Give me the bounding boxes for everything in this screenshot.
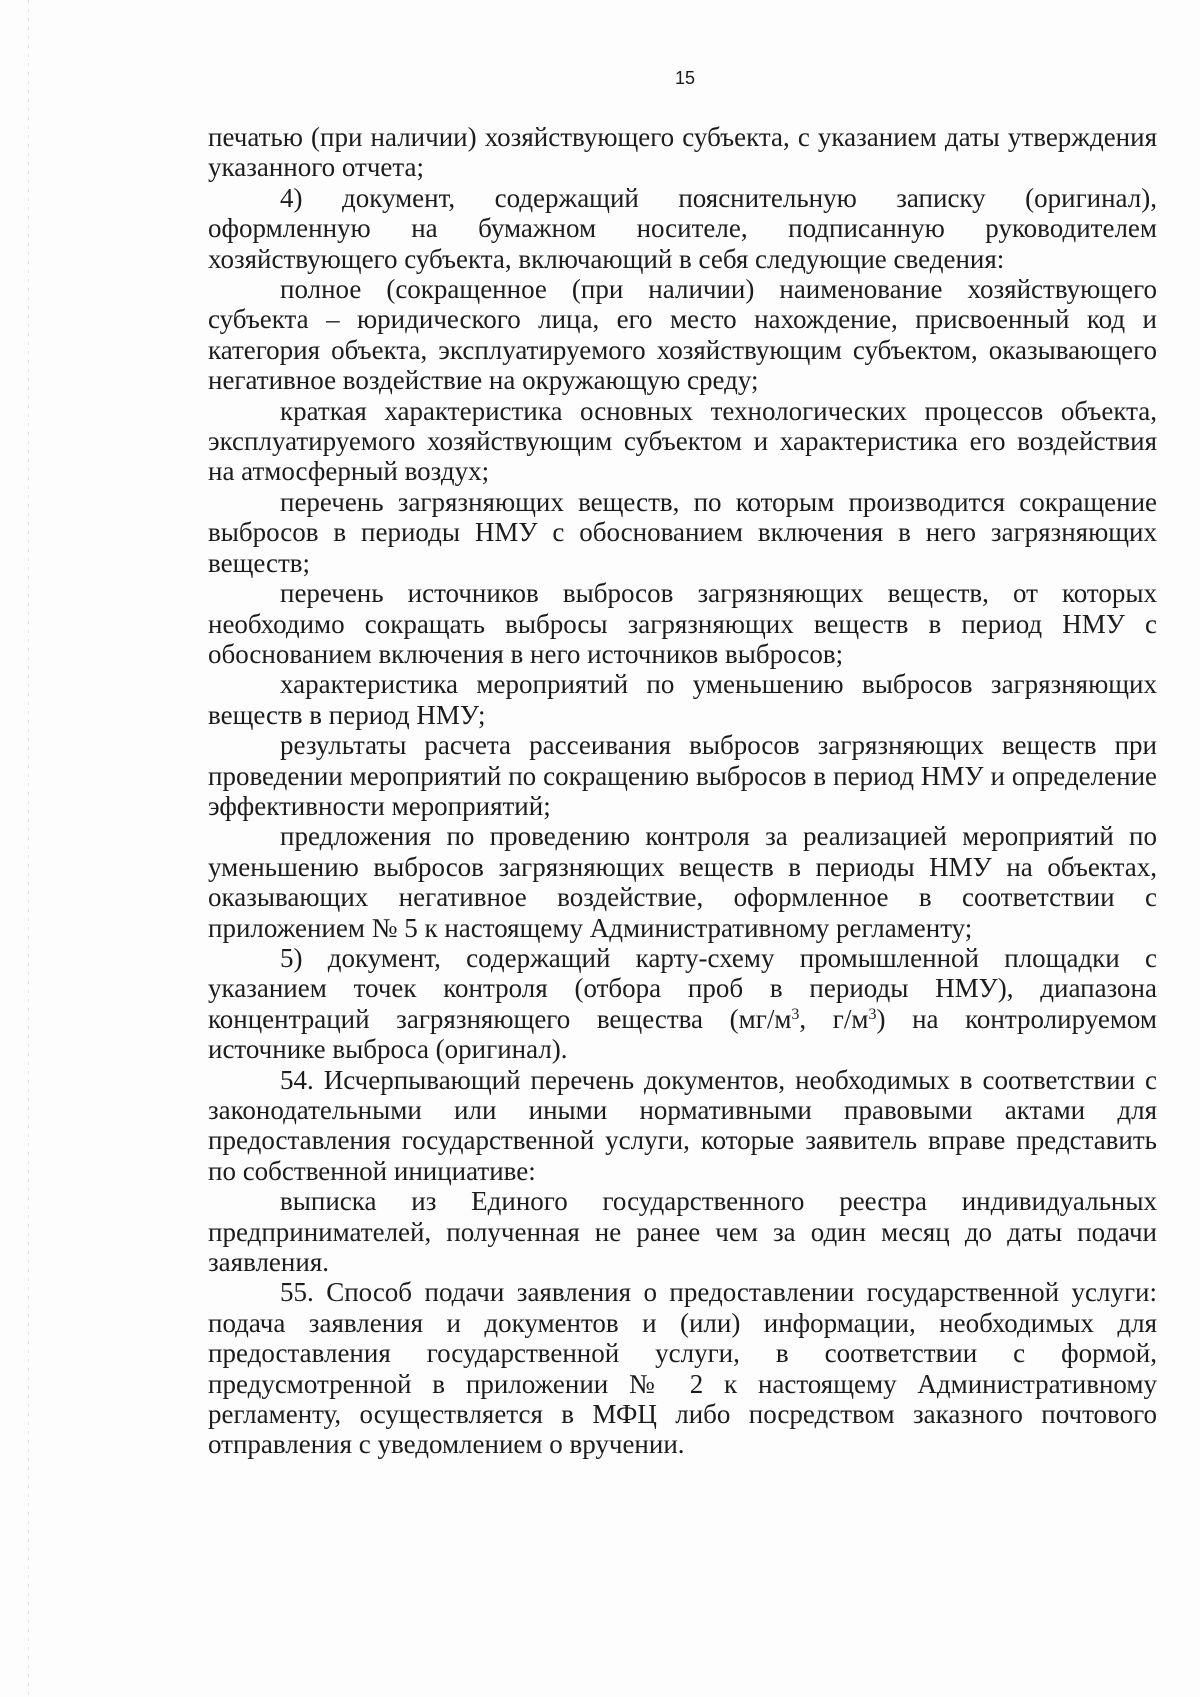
paragraph-sources-list: перечень источников выбросов загрязняющих веществ, от которых необходимо сокращать выбросы загрязняющих веществ в период НМУ с обоснованием включения в него источников выбросов; xyxy=(208,578,1157,669)
paragraph-section-54: 54. Исчерпывающий перечень документов, необходимых в соответствии с законодательными или иными нормативными правовыми актами для предоставления государственной услуги, которые заявитель вправе представить по собственной инициативе: xyxy=(208,1064,1157,1186)
superscript-cubed-1: 3 xyxy=(791,1005,800,1023)
paragraph-item-5 xyxy=(208,943,1157,1065)
paragraph-registry-extract: выписка из Единого государственного реестра индивидуальных предпринимателей, полученная не ранее чем за один месяц до даты подачи заявления. xyxy=(208,1186,1157,1278)
paragraph-section-55: 55. Способ подачи заявления о предоставлении государственной услуги: подача заявления и документов и (или) информации, необходимых для предоставления государственной услуги, в соответствии с формой, предусмотренной в приложении № 2 к настоящему Административному регламенту, осуществляется в МФЦ либо посредством заказного почтового отправления с уведомлением о вручении. xyxy=(208,1277,1157,1460)
paragraph-dispersion-results: результаты расчета рассеивания выбросов загрязняющих веществ при проведении мероприятий по сокращению выбросов в период НМУ и определение эффективности мероприятий; xyxy=(208,730,1157,821)
paragraph-continuation: печатью (при наличии) хозяйствующего субъекта, с указанием даты утверждения указанного отчета; xyxy=(208,122,1157,183)
paragraph-control-proposals: предложения по проведению контроля за реализацией мероприятий по уменьшению выбросов загрязняющих веществ в периоды НМУ на объектах, оказывающих негативное воздействие, оформленное в соответствии с приложением № 5 к настоящему Административному регламенту; xyxy=(208,821,1157,943)
item-5-text-part3: ) на контролируемом источнике выброса (оригинал). xyxy=(208,1003,1157,1065)
paragraph-item-4: 4) документ, содержащий пояснительную записку (оригинал), оформленную на бумажном носителе, подписанную руководителем хозяйствующего субъекта, включающий в себя следующие сведения: xyxy=(208,182,1157,274)
scan-edge-mark xyxy=(28,0,29,1697)
paragraph-entity-name: полное (сокращенное (при наличии) наименование хозяйствующего субъекта – юридического лица, его место нахождение, присвоенный код и категория объекта, эксплуатируемого хозяйствующим субъектом, оказывающего негативное воздействие на окружающую среду; xyxy=(208,274,1157,396)
paragraph-process-characteristics: краткая характеристика основных технологических процессов объекта, эксплуатируемого хозяйствующим субъектом и характеристика его воздействия на атмосферный воздух; xyxy=(208,395,1157,487)
paragraph-measures-characteristics: характеристика мероприятий по уменьшению выбросов загрязняющих веществ в период НМУ; xyxy=(208,669,1157,730)
item-5-text-part1: 5) документ, содержащий карту-схему промышленной площадки с указанием точек контроля (отбора проб в периоды НМУ), диапазона концентраций загрязняющего вещества (мг/м xyxy=(208,942,1157,1034)
paragraph-pollutants-list: перечень загрязняющих веществ, по которым производится сокращение выбросов в периоды НМУ с обоснованием включения в него загрязняющих веществ; xyxy=(208,486,1157,578)
document-body xyxy=(208,122,1157,1460)
item-5-text-part2: , г/м xyxy=(799,1003,869,1034)
page-number: 15 xyxy=(674,68,696,88)
superscript-cubed-2: 3 xyxy=(868,1005,877,1023)
